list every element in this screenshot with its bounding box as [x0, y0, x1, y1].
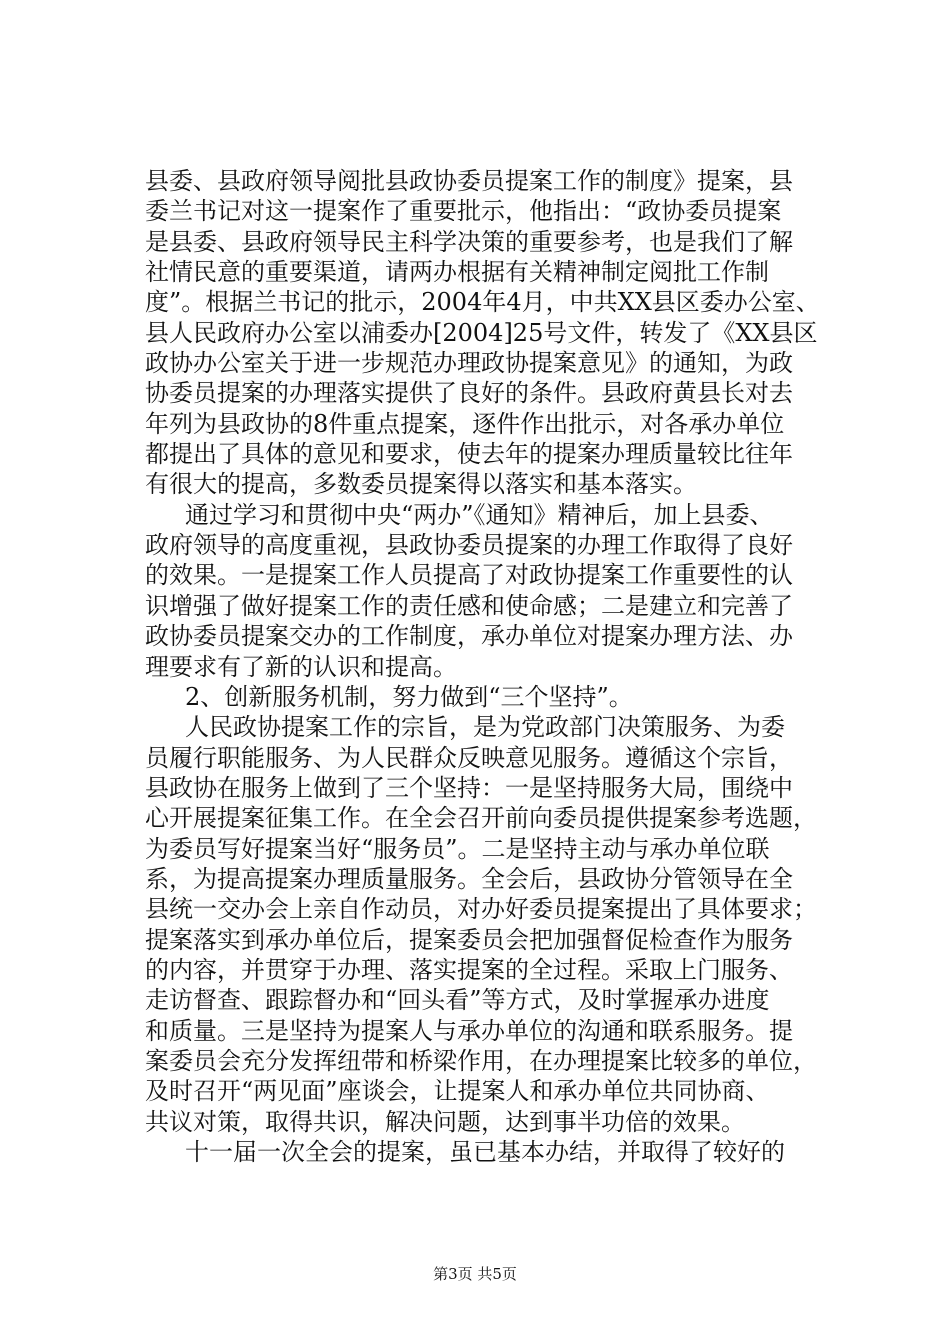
text-line: 政协委员提案交办的工作制度，承办单位对提案办理方法、办: [145, 622, 793, 651]
text-line: 社情民意的重要渠道，请两办根据有关精神制定阅批工作制: [145, 258, 769, 287]
text-line: 政协办公室关于进一步规范办理政协提案意见》的通知，为政: [145, 349, 793, 378]
paragraph-first-line: 通过学习和贯彻中央“两办”《通知》精神后，加上县委、: [185, 500, 774, 529]
document-body: [145, 166, 833, 1167]
text-line: 提案落实到承办单位后，提案委员会把加强督促检查作为服务: [145, 925, 793, 954]
text-line: 识增强了做好提案工作的责任感和使命感；二是建立和完善了: [145, 591, 793, 620]
text-line: 和质量。三是坚持为提案人与承办单位的沟通和联系服务。提: [145, 1016, 793, 1045]
paragraph-first-line: 人民政协提案工作的宗旨，是为党政部门决策服务、为委: [185, 713, 785, 742]
text-line: 协委员提案的办理落实提供了良好的条件。县政府黄县长对去: [145, 379, 793, 408]
text-line: 的效果。一是提案工作人员提高了对政协提案工作重要性的认: [145, 561, 793, 590]
text-line: 委兰书记对这一提案作了重要批示，他指出：“政协委员提案: [145, 197, 782, 226]
paragraph-first-line: 十一届一次全会的提案，虽已基本办结，并取得了较好的: [185, 1138, 785, 1166]
text-line: 年列为县政协的8件重点提案，逐件作出批示，对各承办单位: [145, 409, 785, 438]
text-line: 系，为提高提案办理质量服务。全会后，县政协分管领导在全: [145, 864, 793, 893]
text-line: 有很大的提高，多数委员提案得以落实和基本落实。: [145, 470, 697, 499]
text-line: 县统一交办会上亲自作动员，对办好委员提案提出了具体要求；: [145, 895, 817, 924]
text-line: 案委员会充分发挥纽带和桥梁作用，在办理提案比较多的单位，: [145, 1046, 817, 1075]
text-line: 心开展提案征集工作。在全会召开前向委员提供提案参考选题，: [145, 804, 817, 833]
text-line: 及时召开“两见面”座谈会，让提案人和承办单位共同协商、: [145, 1077, 770, 1106]
page-indicator: 第3页 共5页: [433, 1265, 517, 1283]
text-line: 员履行职能服务、为人民群众反映意见服务。遵循这个宗旨，: [145, 743, 793, 772]
text-line: 县人民政府办公室以浦委办[2004]25号文件，转发了《XX县区: [145, 318, 818, 347]
text-line: 县委、县政府领导阅批县政协委员提案工作的制度》提案，县: [145, 167, 793, 195]
text-line: 度”。根据兰书记的批示，2004年4月，中共XX县区委办公室、: [145, 288, 820, 317]
text-line: 县政协在服务上做到了三个坚持：一是坚持服务大局，围绕中: [145, 773, 793, 802]
text-line: 的内容，并贯穿于办理、落实提案的全过程。采取上门服务、: [145, 955, 793, 984]
text-line: 共议对策，取得共识，解决问题，达到事半功倍的效果。: [145, 1107, 745, 1136]
text-line: 为委员写好提案当好“服务员”。二是坚持主动与承办单位联: [145, 834, 770, 863]
page-footer: [0, 1264, 950, 1284]
text-line: 都提出了具体的意见和要求，使去年的提案办理质量较比往年: [145, 440, 793, 469]
section-heading: 2、创新服务机制，努力做到“三个坚持”。: [185, 682, 633, 711]
text-line: 走访督查、跟踪督办和“回头看”等方式，及时掌握承办进度: [145, 986, 770, 1015]
text-line: 是县委、县政府领导民主科学决策的重要参考，也是我们了解: [145, 227, 793, 256]
text-line: 理要求有了新的认识和提高。: [145, 652, 457, 681]
text-line: 政府领导的高度重视，县政协委员提案的办理工作取得了良好: [145, 531, 793, 560]
